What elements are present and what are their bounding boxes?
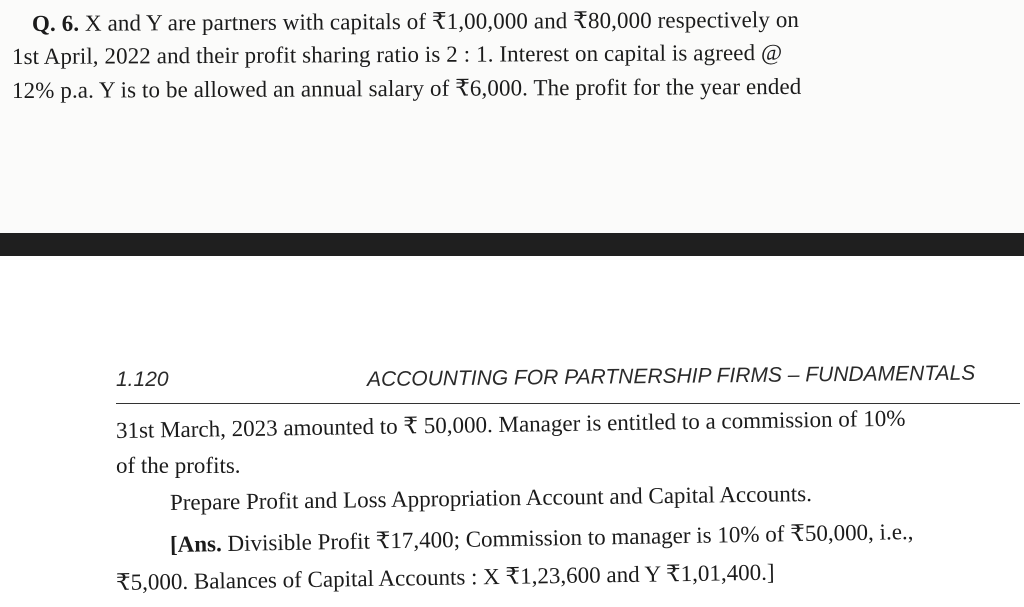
answer-line-1 xyxy=(170,519,914,558)
page-divider xyxy=(0,233,1024,256)
question-label: Q. 6. xyxy=(31,10,80,36)
page-number: 1.120 xyxy=(116,368,169,391)
page-header xyxy=(0,361,1024,398)
running-title: ACCOUNTING FOR PARTNERSHIP FIRMS – FUNDAMENTALS xyxy=(366,361,976,391)
prepare-instruction: Prepare Profit and Loss Appropriation Account and Capital Accounts. xyxy=(169,481,813,515)
answer-text-1: Divisible Profit ₹17,400; Commission to manager is 10% of ₹50,000, i.e., xyxy=(227,519,914,556)
question-section xyxy=(0,0,1024,233)
question-text-1: X and Y are partners with capitals of ₹1,00,000 and ₹80,000 respectively on xyxy=(84,6,800,36)
answer-label: [Ans. xyxy=(169,531,222,557)
question-line-3: 12% p.a. Y is to be allowed an annual salary of ₹6,000. The profit for the year ended xyxy=(11,73,802,103)
continuation-page xyxy=(0,256,1024,607)
answer-line-2: ₹5,000. Balances of Capital Accounts : X ₹1,23,600 and Y ₹1,01,400.] xyxy=(115,559,775,595)
continuation-line-1: 31st March, 2023 amounted to ₹ 50,000. Manager is entitled to a commission of 10% xyxy=(115,405,906,443)
continuation-line-2: of the profits. xyxy=(116,453,241,478)
header-rule xyxy=(116,403,1020,404)
question-line-2: 1st April, 2022 and their profit sharing ratio is 2 : 1. Interest on capital is agreed @ xyxy=(11,39,783,69)
question-line-1 xyxy=(32,7,799,37)
